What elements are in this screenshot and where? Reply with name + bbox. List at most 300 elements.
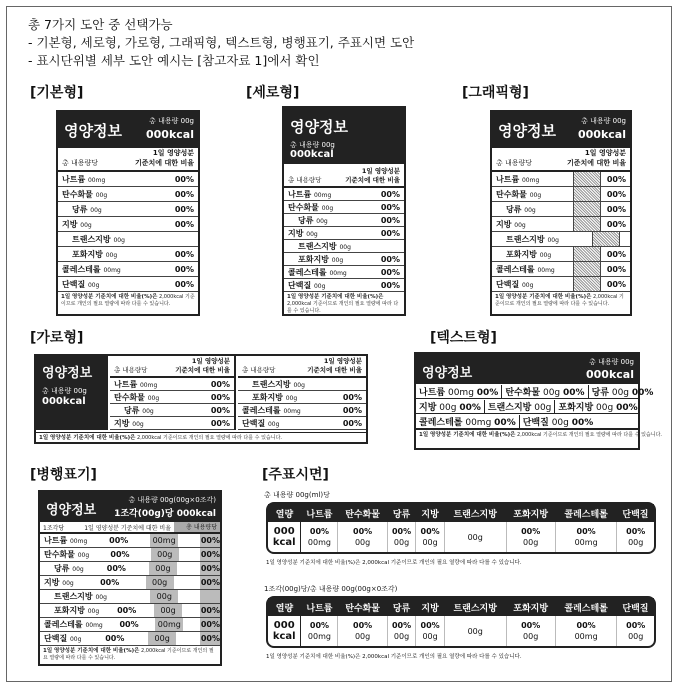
nutrient-amount: 00mg bbox=[521, 176, 540, 184]
nutrient-name bbox=[44, 577, 74, 588]
nutrient-pct: 00% bbox=[606, 204, 626, 214]
nutrient-name bbox=[506, 234, 559, 245]
text-cell bbox=[555, 400, 640, 413]
main-head: 트랜스지방 bbox=[444, 504, 506, 522]
nutrient-amount: 00mg bbox=[329, 269, 347, 277]
main-cell bbox=[555, 522, 617, 552]
col-ratio: 1일 영양성분 기준치에 대한 비율 bbox=[84, 524, 171, 532]
label-title: 영양정보 bbox=[64, 122, 122, 140]
nutrient-label: 포화지방 bbox=[298, 254, 329, 264]
main-head: 트랜스지방 bbox=[444, 598, 506, 616]
nutrient-pct: 00% bbox=[342, 405, 362, 415]
nutrient-rows bbox=[58, 172, 198, 292]
nutrient-pct: 00% bbox=[476, 387, 499, 398]
cell-pct: 00% bbox=[309, 621, 330, 630]
cell-pct: 00% bbox=[521, 527, 541, 536]
nutrient-name bbox=[62, 189, 107, 200]
nutrient-rows-b bbox=[238, 378, 366, 430]
nutrient-pct: 00% bbox=[380, 189, 400, 199]
nutrient-row bbox=[284, 188, 404, 201]
nutrient-row bbox=[284, 214, 404, 227]
nutrient-pct: 00% bbox=[174, 189, 194, 199]
section-horizontal: [가로형] bbox=[30, 330, 84, 346]
nutrient-pct: 00% bbox=[380, 228, 400, 238]
nutrient-label: 지방 bbox=[496, 219, 512, 229]
main-head: 나트륨 bbox=[301, 504, 338, 522]
nutrient-label: 당류 bbox=[124, 405, 140, 415]
nutrient-pct: 00% bbox=[105, 634, 125, 643]
main-cell bbox=[444, 616, 506, 646]
nutrient-row bbox=[58, 247, 198, 262]
nutrient-label: 당류 bbox=[72, 204, 88, 214]
nutrient-label: 콜레스테롤 bbox=[288, 267, 327, 277]
nutrient-row bbox=[40, 548, 220, 562]
nutrient-amount: 00g bbox=[267, 420, 280, 428]
parallel-sub: 1조각(00g)당 000kcal bbox=[114, 509, 216, 519]
nutrient-label: 탄수화물 bbox=[114, 392, 145, 402]
nutrient-amount: 00g bbox=[87, 281, 100, 289]
nutrient-pct: 00% bbox=[109, 536, 129, 545]
section-text: [텍스트형] bbox=[430, 330, 497, 346]
nutrient-amount: 00g bbox=[439, 402, 457, 413]
nutrient-label: 탄수화물 bbox=[44, 550, 75, 559]
label-title: 영양정보 bbox=[290, 118, 348, 136]
nutrient-pct: 00% bbox=[606, 189, 626, 199]
total-amount: 총 내용량 00g bbox=[589, 358, 634, 366]
nutrient-name bbox=[72, 204, 102, 215]
nutrient-label: 트랜스지방 bbox=[252, 379, 291, 389]
nutrient-name bbox=[44, 619, 103, 630]
kcal-cell bbox=[268, 522, 301, 552]
section-graphic: [그래픽형] bbox=[462, 85, 529, 101]
nutrient-name bbox=[242, 405, 301, 416]
nutrient-rows bbox=[492, 172, 630, 292]
main-cell bbox=[301, 616, 338, 646]
nutrient-name bbox=[54, 591, 107, 602]
main-grid bbox=[268, 598, 654, 646]
parallel-label bbox=[38, 490, 222, 666]
nutrient-row bbox=[284, 253, 404, 266]
main-total-2: 1조각(00g)당/총 내용량 00g(00g×0조각) bbox=[264, 585, 398, 593]
nutrient-amount: 00g bbox=[524, 206, 536, 214]
nutrient-pct: 00% bbox=[210, 392, 230, 402]
label-footnote: 1일 영양성분 기준치에 대한 비율(%)은 2,000kcal 기준이므로 개인의 필요 열량에 따라 다를 수 있습니다. bbox=[43, 648, 214, 661]
cell-pct: 00% bbox=[576, 621, 596, 630]
nutrient-label: 탄수화물 bbox=[496, 189, 527, 199]
nutrient-amount: 00g bbox=[534, 402, 552, 413]
nutrient-row bbox=[40, 590, 220, 604]
nutrient-label: 당류 bbox=[298, 215, 314, 225]
cell-val: 00g bbox=[354, 538, 371, 547]
cell-val: 00mg bbox=[574, 632, 598, 641]
nutrient-label: 지방 bbox=[288, 228, 304, 238]
nutrient-amount: 00g bbox=[90, 206, 102, 214]
main-head: 단백질 bbox=[617, 598, 654, 616]
nutrient-amount: 00g bbox=[293, 381, 305, 389]
nutrient-pct: 00% bbox=[571, 417, 594, 428]
total-amount: 총 내용량 00g bbox=[149, 117, 194, 125]
text-row bbox=[416, 399, 638, 414]
nutrient-name bbox=[496, 279, 533, 290]
cell-val: 00g bbox=[354, 632, 371, 641]
nutrient-row bbox=[238, 417, 366, 430]
nutrient-name bbox=[72, 249, 117, 260]
nutrient-row bbox=[238, 404, 366, 417]
nutrient-label: 트랜스지방 bbox=[487, 402, 532, 413]
label-title: 영양정보 bbox=[422, 366, 473, 381]
nutrient-name bbox=[44, 535, 87, 546]
graphic-bar bbox=[573, 217, 601, 231]
nutrient-amount: 00g bbox=[521, 281, 534, 289]
nutrient-pct: 00% bbox=[110, 550, 130, 559]
total-pct: 00% bbox=[200, 536, 220, 545]
nutrient-pct: 00% bbox=[606, 174, 626, 184]
nutrient-amount: 00mg bbox=[103, 266, 121, 274]
nutrient-row bbox=[58, 217, 198, 232]
nutrient-row bbox=[110, 391, 234, 404]
graphic-bar bbox=[573, 262, 601, 276]
nutrient-pct: 00% bbox=[631, 387, 654, 398]
nutrient-label: 포화지방 bbox=[54, 606, 85, 615]
vertical-label: 영양정보 총 내용량 00g 000kcal 총 내용량당 1일 영양성분 기준치에 대한 비율 나트륨 00mg 00% 탄수화물 00g 00% 당류 00g 00% 지방 00g 00% 트랜스지방 00g 포화지방 00g 00% 콜레스테롤 00mg 00% 단백질 00g 00% 1일 영양성분 기준치에 대한 비율(%)은 2,000kcal 기준이므로 개인의 필요 열량에 따라 다를 수 있습니다. bbox=[282, 106, 406, 316]
col-per-piece: 1조각당 bbox=[43, 524, 65, 532]
nutrient-amount: 00g bbox=[77, 552, 90, 559]
nutrient-label: 단백질 bbox=[242, 418, 266, 428]
nutrient-label: 콜레스테롤 bbox=[242, 405, 281, 415]
nutrient-pct: 00% bbox=[380, 267, 400, 277]
main-head: 포화지방 bbox=[506, 504, 555, 522]
nutrient-row bbox=[40, 562, 220, 576]
nutrient-label: 지방 bbox=[419, 402, 437, 413]
total-amount: 00g bbox=[154, 604, 182, 617]
kcal-value: 000kcal bbox=[146, 128, 194, 141]
graphic-label: 영양정보 총 내용량 00g 000kcal 총 내용량당 1일 영양성분 기준치에 대한 비율 나트륨 00mg 00% 탄수화물 00g 00% 당류 00g 00% 지방 00g 00% 트랜스지방 00g 포화지방 00g 00% 콜레스테롤 00mg 00% 단백질 00g 00% 1일 영양성분 기준치에 대한 비율(%)은 2,000kcal 기준이므로 개인의 필요 열량에 따라 다를 수 있습니다. bbox=[490, 110, 632, 316]
section-main: [주표시면] bbox=[262, 467, 329, 483]
nutrient-row bbox=[492, 172, 630, 187]
nutrient-row bbox=[492, 277, 630, 292]
main-head: 열량 bbox=[268, 598, 301, 616]
text-cell bbox=[416, 400, 485, 413]
nutrient-label: 단백질 bbox=[288, 280, 312, 290]
main-cell bbox=[617, 616, 654, 646]
nutrient-label: 당류 bbox=[591, 387, 609, 398]
label-footnote: 1일 영양성분 기준치에 대한 비율(%)은 2,000kcal 기준이므로 개인의 필요 열량에 따라 다를 수 있습니다. bbox=[61, 294, 195, 307]
nutrient-row bbox=[284, 227, 404, 240]
main-table bbox=[268, 598, 654, 646]
daily-ratio-1: 1일 영양성분 bbox=[152, 149, 194, 157]
main-head: 콜레스테롤 bbox=[555, 598, 617, 616]
text-row bbox=[416, 414, 638, 429]
label-footnote: 1일 영양성분 기준치에 대한 비율(%)은 2,000kcal 기준이므로 개인의 필요 열량에 따라 다를 수 있습니다. bbox=[495, 294, 624, 307]
nutrient-label: 트랜스지방 bbox=[54, 592, 93, 601]
nutrient-amount: 00g bbox=[339, 243, 351, 251]
kcal-unit: kcal bbox=[272, 537, 296, 548]
nutrient-name bbox=[62, 174, 105, 185]
nutrient-pct: 00% bbox=[563, 387, 585, 398]
main-foot-2: 1일 영양성분 기준치에 대한 비율(%)은 2,000kcal 기준이므로 개인의 필요 열량에 따라 다를 수 있습니다. bbox=[266, 654, 522, 660]
nutrient-name bbox=[44, 549, 89, 560]
text-label bbox=[414, 352, 662, 450]
nutrient-amount: 00g bbox=[105, 251, 118, 259]
nutrient-pct: 00% bbox=[210, 379, 230, 389]
section-vertical: [세로형] bbox=[246, 85, 300, 101]
nutrient-row bbox=[40, 618, 220, 632]
nutrient-label: 트랜스지방 bbox=[506, 234, 545, 244]
nutrient-name bbox=[298, 241, 351, 252]
cell-val: 00g bbox=[422, 538, 438, 547]
main-cell bbox=[387, 522, 416, 552]
cell-val: 00g bbox=[467, 626, 483, 636]
text-cell bbox=[416, 385, 502, 398]
nutrient-pct: 00% bbox=[380, 202, 400, 212]
nutrient-row bbox=[110, 378, 234, 391]
main-head: 당류 bbox=[387, 598, 416, 616]
nutrient-amount: 00g bbox=[72, 566, 84, 573]
per-total: 총 내용량당 bbox=[288, 176, 322, 184]
nutrient-label: 포화지방 bbox=[252, 392, 283, 402]
nutrient-pct: 00% bbox=[342, 392, 362, 402]
nutrient-row bbox=[238, 391, 366, 404]
nutrient-amount: 00g bbox=[95, 594, 107, 601]
nutrient-amount: 00g bbox=[113, 236, 125, 244]
nutrient-amount: 00g bbox=[62, 580, 74, 587]
cell-pct: 00% bbox=[353, 621, 373, 630]
label-footnote: 1일 영양성분 기준치에 대한 비율(%)은 2,000kcal 기준이므로 개인의 필요 열량에 따라 다를 수 있습니다. bbox=[287, 294, 399, 314]
nutrient-row bbox=[58, 262, 198, 277]
nutrient-name bbox=[252, 379, 305, 390]
main-total-1: 총 내용량 00g(ml)당 bbox=[264, 491, 330, 499]
nutrient-name bbox=[62, 219, 92, 230]
cell-pct: 00% bbox=[353, 527, 373, 536]
nutrient-name bbox=[288, 202, 333, 213]
nutrient-label: 트랜스지방 bbox=[298, 241, 337, 251]
horizontal-label: 영양정보 총 내용량 00g 000kcal 총 내용량당 1일 영양성분 기준치에 대한 비율 나트륨 00mg 00% 탄수화물 00g 00% 당류 00g 00% 지방 00g 00% 총 내용량당 1일 영양성분 기준치에 대한 비율 트랜스지방 00g 포화지방 00g 00% 콜레스테롤 00mg 00% 단백질 00g 00% 1일 영양성분 기준치에 대한 비율(%)은 2,000kcal 기준이므로 개인의 필요 열량에 따라 다를 수 있습니다. bbox=[34, 354, 368, 444]
nutrient-label: 나트륨 bbox=[496, 174, 520, 184]
nutrient-name bbox=[54, 605, 99, 616]
nutrient-name bbox=[62, 264, 121, 275]
nutrient-rows bbox=[284, 188, 404, 292]
main-head: 탄수화물 bbox=[338, 504, 387, 522]
graphic-bar bbox=[573, 187, 601, 201]
nutrient-row bbox=[110, 404, 234, 417]
nutrient-pct: 00% bbox=[100, 578, 120, 587]
nutrient-row bbox=[58, 232, 198, 247]
main-head: 콜레스테롤 bbox=[555, 504, 617, 522]
total-pct: 00% bbox=[200, 564, 220, 573]
main-head: 열량 bbox=[268, 504, 301, 522]
nutrient-row bbox=[284, 240, 404, 253]
nutrient-rows bbox=[40, 534, 220, 646]
section-basic: [기본형] bbox=[30, 85, 84, 101]
nutrient-row bbox=[492, 202, 630, 217]
total-pct: 00% bbox=[200, 606, 220, 615]
nutrient-row bbox=[58, 202, 198, 217]
text-row bbox=[416, 384, 654, 399]
nutrient-amount: 00mg bbox=[537, 266, 555, 274]
nutrient-name bbox=[114, 418, 144, 429]
nutrient-pct: 00% bbox=[494, 417, 516, 428]
main-cell bbox=[555, 616, 617, 646]
label-footnote: 1일 영양성분 기준치에 대한 비율(%)은 2,000kcal 기준이므로 개인의 필요 열량에 따라 다를 수 있습니다. bbox=[36, 432, 366, 444]
nutrient-label: 단백질 bbox=[62, 279, 86, 289]
nutrient-amount: 00g bbox=[611, 387, 630, 398]
nutrient-row bbox=[284, 266, 404, 279]
main-head: 지방 bbox=[416, 598, 445, 616]
nutrient-amount: 00g bbox=[132, 420, 144, 428]
nutrient-row bbox=[492, 187, 630, 202]
nutrient-amount: 00g bbox=[142, 407, 154, 415]
nutrient-amount: 00mg bbox=[69, 538, 88, 545]
nutrient-amount: 00mg bbox=[313, 191, 332, 199]
basic-label bbox=[56, 110, 200, 316]
nutrient-amount: 00g bbox=[539, 251, 552, 259]
intro-line-1: 총 7가지 도안 중 선택가능 bbox=[28, 17, 173, 32]
nutrient-amount: 00mg bbox=[139, 381, 158, 389]
kcal-value: 000kcal bbox=[42, 396, 86, 407]
text-nutrients bbox=[416, 384, 654, 429]
main-head: 탄수화물 bbox=[338, 598, 387, 616]
kcal-unit: kcal bbox=[272, 631, 296, 642]
nutrient-label: 나트륨 bbox=[62, 174, 86, 184]
nutrient-pct: 00% bbox=[174, 264, 194, 274]
nutrient-name bbox=[242, 418, 279, 429]
nutrient-amount: 00mg bbox=[87, 176, 106, 184]
daily-ratio-2: 기준치에 대한 비율 bbox=[135, 159, 194, 167]
main-cell bbox=[416, 522, 445, 552]
main-cell bbox=[416, 616, 445, 646]
text-cell bbox=[502, 385, 588, 398]
nutrient-amount: 00g bbox=[285, 394, 298, 402]
total-amount: 00g bbox=[150, 590, 178, 603]
nutrient-pct: 00% bbox=[380, 280, 400, 290]
cell-val: 00g bbox=[628, 632, 644, 641]
nutrient-label: 나트륨 bbox=[44, 536, 68, 545]
nutrient-label: 탄수화물 bbox=[288, 202, 319, 212]
main-cell bbox=[387, 616, 416, 646]
nutrient-label: 콜레스테롤 bbox=[496, 264, 535, 274]
nutrient-row bbox=[58, 277, 198, 292]
graphic-bar bbox=[573, 277, 601, 291]
kcal-cell bbox=[268, 616, 301, 646]
nutrient-amount: 00g bbox=[87, 608, 100, 615]
total-pct: 00% bbox=[200, 620, 220, 629]
main-panel-2 bbox=[266, 596, 656, 648]
nutrient-amount: 00mg bbox=[465, 417, 492, 428]
main-head: 나트륨 bbox=[301, 598, 338, 616]
kcal-value: 000 bbox=[273, 526, 295, 537]
nutrient-label: 지방 bbox=[44, 578, 60, 587]
nutrient-row bbox=[110, 417, 234, 430]
cell-pct: 00% bbox=[309, 527, 330, 536]
per-total: 총 내용량당 bbox=[62, 159, 99, 167]
nutrient-label: 단백질 bbox=[496, 279, 520, 289]
nutrient-name bbox=[496, 219, 526, 230]
nutrient-pct: 00% bbox=[616, 402, 638, 413]
nutrient-name bbox=[124, 405, 154, 416]
nutrient-pct: 00% bbox=[380, 254, 400, 264]
total-pct: 00% bbox=[200, 634, 220, 643]
nutrient-amount: 00g bbox=[596, 402, 614, 413]
total-pct bbox=[200, 590, 220, 603]
cell-pct: 00% bbox=[521, 621, 541, 630]
nutrient-amount: 00g bbox=[147, 394, 160, 402]
nutrient-pct: 00% bbox=[119, 620, 139, 629]
main-cell bbox=[617, 522, 654, 552]
main-table bbox=[268, 504, 654, 552]
nutrient-label: 포화지방 bbox=[72, 249, 103, 259]
nutrient-label: 나트륨 bbox=[419, 387, 446, 398]
graphic-bar bbox=[592, 232, 620, 246]
nutrient-row bbox=[58, 172, 198, 187]
cell-pct: 00% bbox=[420, 527, 440, 536]
nutrient-pct: 00% bbox=[174, 204, 194, 214]
nutrient-label: 나트륨 bbox=[288, 189, 312, 199]
per-total: 총 내용량당 bbox=[496, 159, 533, 167]
nutrient-name bbox=[506, 249, 551, 260]
nutrient-label: 당류 bbox=[54, 564, 70, 573]
cell-val: 00g bbox=[467, 532, 483, 542]
nutrient-amount: 00g bbox=[306, 230, 318, 238]
main-cell bbox=[301, 522, 338, 552]
nutrient-row bbox=[40, 604, 220, 618]
nutrient-label: 지방 bbox=[62, 219, 78, 229]
intro-line-2: - 기본형, 세로형, 가로형, 그래픽형, 텍스트형, 병행표기, 주표시면 도안 bbox=[28, 35, 415, 50]
nutrient-amount: 00mg bbox=[283, 407, 301, 415]
label-title: 영양정보 bbox=[42, 366, 93, 381]
kcal-value: 000kcal bbox=[578, 128, 626, 141]
nutrient-label: 나트륨 bbox=[114, 379, 138, 389]
main-grid bbox=[268, 504, 654, 552]
total-amount: 총 내용량 00g bbox=[42, 387, 87, 395]
nutrient-pct: 00% bbox=[342, 418, 362, 428]
text-cell bbox=[485, 400, 556, 413]
cell-pct: 00% bbox=[576, 527, 596, 536]
main-cell bbox=[506, 522, 555, 552]
nutrient-label: 포화지방 bbox=[506, 249, 537, 259]
main-cell bbox=[444, 522, 506, 552]
nutrient-amount: 00g bbox=[529, 191, 542, 199]
nutrient-label: 콜레스테롤 bbox=[44, 620, 83, 629]
total-amount: 총 내용량 00g bbox=[581, 117, 626, 125]
nutrient-label: 콜레스테롤 bbox=[62, 264, 101, 274]
kcal-value: 000kcal bbox=[586, 368, 634, 381]
total-amount: 총 내용량 00g bbox=[290, 141, 335, 149]
nutrient-amount: 00g bbox=[95, 191, 108, 199]
main-head: 당류 bbox=[387, 504, 416, 522]
main-panel-1 bbox=[266, 502, 656, 554]
nutrient-label: 지방 bbox=[114, 418, 130, 428]
cell-val: 00mg bbox=[307, 632, 331, 641]
nutrient-row bbox=[40, 576, 220, 590]
text-cell bbox=[416, 415, 520, 428]
nutrient-pct: 00% bbox=[606, 219, 626, 229]
intro-line-3: - 표시단위별 세부 도안 예시는 [참고자료 1]에서 확인 bbox=[28, 53, 320, 68]
nutrient-pct: 00% bbox=[606, 264, 626, 274]
nutrient-row bbox=[284, 201, 404, 214]
total-amount: 00g bbox=[148, 632, 176, 645]
nutrient-pct: 00% bbox=[459, 402, 481, 413]
nutrient-pct: 00% bbox=[174, 219, 194, 229]
graphic-bar bbox=[573, 172, 601, 186]
total-amount: 00g bbox=[146, 576, 174, 589]
nutrient-amount: 00g bbox=[316, 217, 328, 225]
nutrient-amount: 00mg bbox=[447, 387, 474, 398]
nutrient-name bbox=[298, 254, 343, 265]
cell-val: 00mg bbox=[307, 538, 331, 547]
total-amount: 00mg bbox=[150, 534, 178, 547]
text-cell bbox=[520, 415, 597, 428]
nutrient-amount: 00g bbox=[80, 221, 92, 229]
